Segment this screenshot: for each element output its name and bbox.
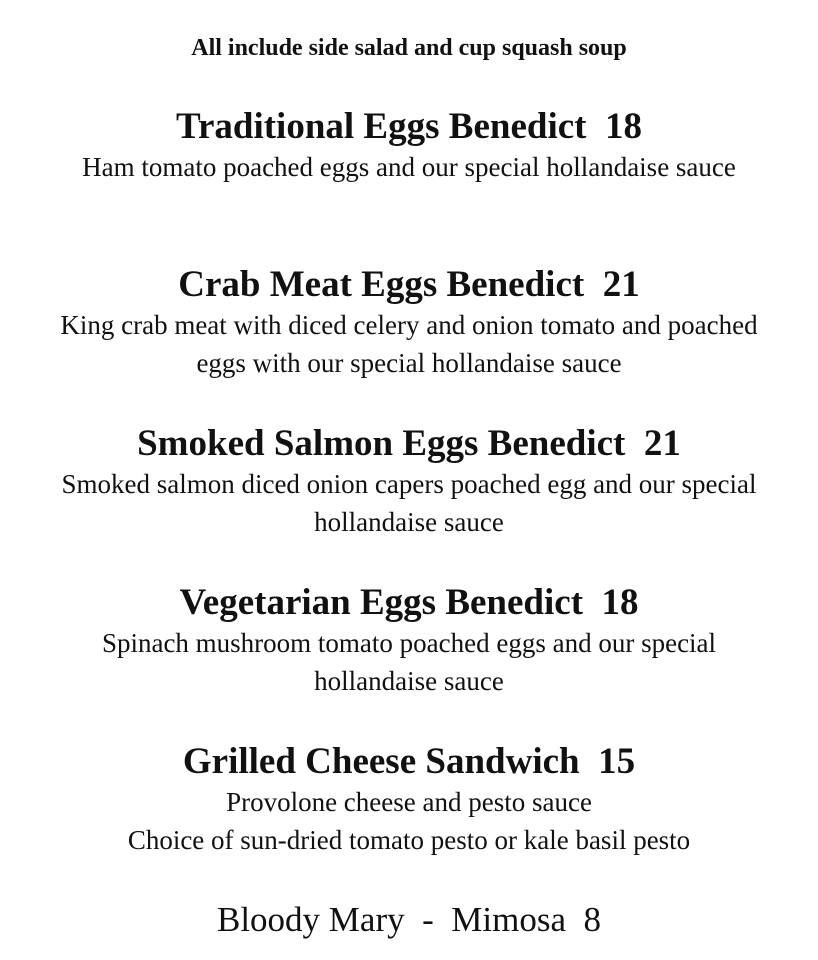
menu-item-title: Traditional Eggs Benedict 18 bbox=[176, 106, 642, 147]
menu-item-title: Smoked Salmon Eggs Benedict 21 bbox=[137, 423, 681, 464]
menu-item-title: Crab Meat Eggs Benedict 21 bbox=[178, 264, 640, 305]
menu-item-crab-meat-eggs-benedict bbox=[0, 264, 818, 382]
menu-item-smoked-salmon-eggs-benedict bbox=[0, 423, 818, 541]
menu-item-title: Vegetarian Eggs Benedict 18 bbox=[179, 582, 639, 623]
menu-item-description-line: Provolone cheese and pesto sauce bbox=[226, 787, 592, 817]
menu-item-traditional-eggs-benedict bbox=[0, 106, 818, 186]
menu-item-description: Smoked salmon diced onion capers poached egg and our special hollandaise sauce bbox=[61, 469, 757, 537]
menu-item-description: King crab meat with diced celery and onion tomato and poached eggs with our special hollandaise sauce bbox=[60, 310, 758, 378]
menu-item-description-line: Choice of sun-dried tomato pesto or kale basil pesto bbox=[127, 825, 691, 855]
menu-item-title: Grilled Cheese Sandwich 15 bbox=[182, 741, 636, 782]
menu-item-grilled-cheese-sandwich bbox=[0, 741, 818, 859]
drinks-line: Bloody Mary - Mimosa 8 bbox=[216, 900, 601, 939]
menu-item-vegetarian-eggs-benedict bbox=[0, 582, 818, 700]
menu-item-description: Ham tomato poached eggs and our special hollandaise sauce bbox=[82, 152, 736, 182]
menu-subtitle: All include side salad and cup squash soup bbox=[191, 35, 627, 61]
menu-item-description: Spinach mushroom tomato poached eggs and our special hollandaise sauce bbox=[101, 628, 717, 696]
